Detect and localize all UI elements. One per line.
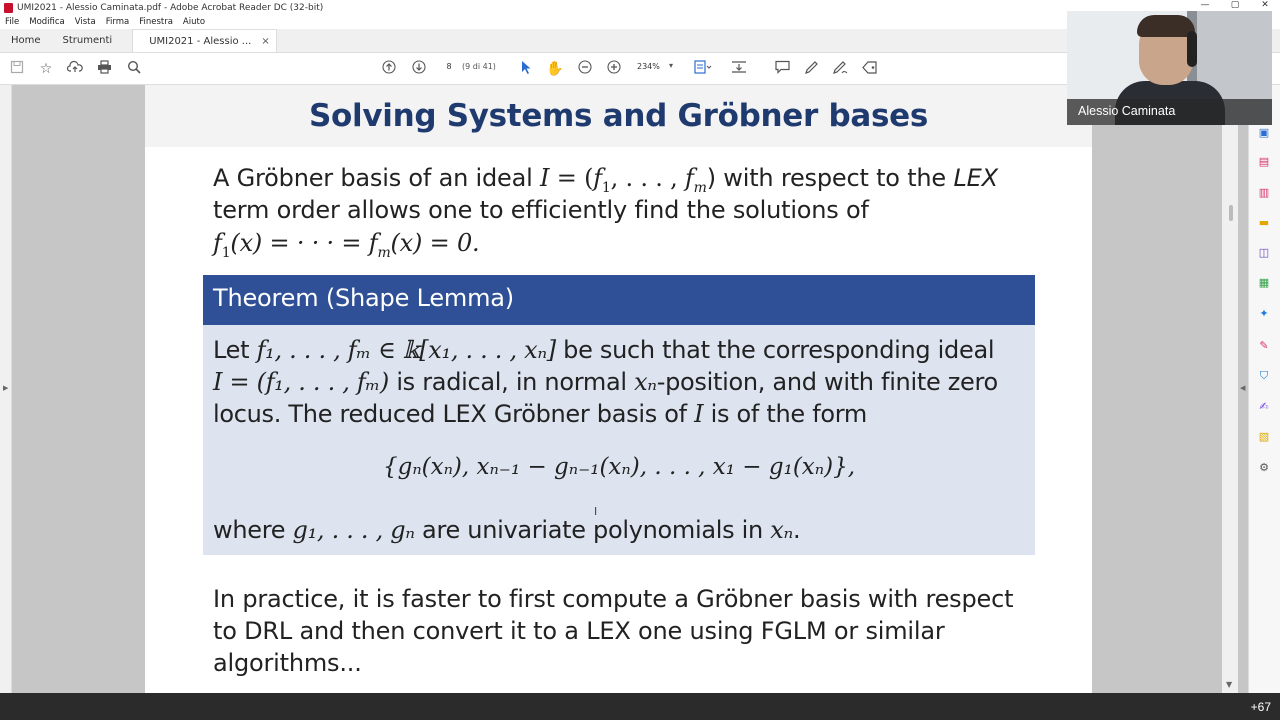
collapse-right-pane-icon[interactable]: ◀	[1240, 384, 1246, 392]
intro-line-2: term order allows one to efficiently find the solutions of	[213, 196, 869, 224]
math-f1-b: f	[213, 229, 222, 257]
theorem-math-xn: xₙ	[634, 368, 657, 396]
math-fm: f	[684, 164, 694, 192]
zoom-in-icon[interactable]	[605, 60, 623, 78]
comment-tool-icon[interactable]: ▬	[1258, 216, 1270, 229]
share-icon[interactable]: ▧	[1258, 430, 1270, 443]
more-participants-count[interactable]: +67	[1250, 700, 1271, 714]
compress-icon[interactable]: ✦	[1259, 307, 1269, 320]
math-sub-m-b: m	[377, 244, 391, 261]
sign-tag-icon[interactable]	[861, 60, 879, 78]
next-page-icon[interactable]	[410, 60, 428, 78]
page-count: (9 di 41)	[462, 62, 496, 71]
intro-line-3	[213, 227, 479, 269]
close-window-button[interactable]: ✕	[1261, 0, 1269, 10]
print-icon[interactable]	[95, 60, 113, 78]
maximize-button[interactable]: ▢	[1230, 0, 1240, 10]
highlight-pen-icon[interactable]	[802, 60, 820, 78]
tab-tools[interactable]	[52, 29, 133, 52]
intro-text-1a: A Gröbner basis of an ideal	[213, 164, 541, 192]
math-sub-m: m	[693, 179, 707, 196]
create-pdf-icon[interactable]: ▤	[1258, 155, 1270, 168]
organize-pages-icon[interactable]: ▦	[1258, 276, 1270, 289]
tab-home[interactable]	[0, 29, 52, 52]
theorem-text-2a: is radical, in normal	[388, 368, 635, 396]
tab-document[interactable]	[132, 29, 277, 52]
tab-home-label: Home	[11, 35, 41, 46]
practice-line-2: to DRL and then convert it to a LEX one using FGLM or similar	[213, 617, 945, 645]
tab-document-label: UMI2021 - Alessio ...	[149, 35, 252, 47]
math-sub-1: 1	[601, 179, 611, 196]
scroll-mode-icon[interactable]	[730, 60, 748, 78]
scroll-down-icon[interactable]: ▼	[1226, 680, 1233, 689]
theorem-math-2: I = (f₁, . . . , fₘ)	[213, 368, 389, 396]
search-icon[interactable]	[125, 60, 143, 78]
combine-files-icon[interactable]: ◫	[1258, 246, 1270, 259]
theorem-math-g: g₁, . . . , gₙ	[292, 516, 415, 544]
theorem-text-4a: where	[213, 516, 293, 544]
theorem-text-3b: is of the form	[703, 400, 867, 428]
theorem-title: Theorem (Shape Lemma)	[213, 284, 514, 312]
theorem-text-1b: be such that the corresponding ideal	[555, 336, 995, 364]
slide-header	[145, 85, 1092, 147]
math-f1: f	[593, 164, 602, 192]
select-cursor-icon[interactable]	[517, 60, 535, 78]
save-icon[interactable]	[8, 60, 26, 78]
theorem-header	[203, 275, 1035, 325]
previous-page-icon[interactable]	[380, 60, 398, 78]
zoom-level[interactable]: 234%	[637, 62, 660, 71]
close-tab-icon[interactable]: ×	[261, 35, 270, 47]
fit-page-icon[interactable]	[694, 60, 712, 78]
slide-title: Solving Systems and Gröbner bases	[308, 98, 929, 134]
theorem-math-1: f₁, . . . , fₘ ∈ 𝕜[x₁, . . . , xₙ]	[256, 336, 556, 364]
page-number-input[interactable]: 8	[446, 62, 452, 71]
theorem-display-formula: {gₙ(xₙ), xₙ₋₁ − gₙ₋₁(xₙ), . . . , x₁ − g₁(xₙ)},	[382, 454, 856, 480]
math-eq: = (	[549, 164, 594, 192]
theorem-line-1	[213, 334, 994, 366]
hand-tool-icon[interactable]: ✋	[546, 61, 564, 77]
protect-shield-icon[interactable]: ⛉	[1259, 369, 1269, 382]
pdf-page	[145, 85, 1092, 693]
send-signature-icon[interactable]: ✍	[1259, 400, 1269, 413]
theorem-math-xn-2: xₙ	[770, 516, 793, 544]
window-controls	[1190, 0, 1280, 10]
theorem-body	[203, 325, 1035, 555]
text-cursor-icon: I	[594, 505, 598, 518]
participant-name-bar	[1067, 99, 1272, 125]
expand-left-pane-icon[interactable]: ▶	[3, 384, 9, 392]
acrobat-icon	[4, 3, 13, 13]
menu-modifica[interactable]: Modifica	[29, 17, 65, 27]
participant-headset	[1187, 31, 1197, 67]
menu-aiuto[interactable]: Aiuto	[182, 17, 206, 27]
theorem-text-1a: Let	[213, 336, 257, 364]
math-sub-1-b: 1	[221, 244, 231, 261]
zoom-dropdown-icon[interactable]: ▾	[669, 61, 674, 70]
theorem-line-2	[213, 366, 998, 398]
menu-finestra[interactable]: Finestra	[139, 17, 173, 27]
practice-line-1: In practice, it is faster to first compute a Gröbner basis with respect	[213, 585, 1014, 613]
menu-vista[interactable]: Vista	[74, 17, 96, 27]
export-pdf-icon[interactable]: ▣	[1258, 126, 1270, 139]
upload-cloud-icon[interactable]	[66, 60, 84, 78]
theorem-text-4b: are univariate polynomials in	[414, 516, 771, 544]
intro-text-1c: ) with respect to the	[706, 164, 954, 192]
right-tools-pane	[1248, 85, 1280, 693]
theorem-line-4	[213, 514, 800, 546]
more-tools-icon[interactable]: ⚙	[1259, 461, 1269, 474]
menu-file[interactable]: File	[5, 17, 20, 27]
theorem-math-I: I	[694, 400, 704, 428]
bookmark-star-icon[interactable]: ☆	[39, 61, 53, 77]
menu-firma[interactable]: Firma	[105, 17, 130, 27]
theorem-text-3a: locus. The reduced LEX Gröbner basis of	[213, 400, 695, 428]
math-eq-zero: (x) = 0.	[390, 229, 480, 257]
theorem-line-3	[213, 398, 867, 430]
edit-pdf-icon[interactable]: ▥	[1258, 186, 1270, 199]
math-eq-chain: (x) = · · · =	[230, 229, 369, 257]
math-dots: , . . . ,	[610, 164, 685, 192]
fill-sign-icon[interactable]: ✎	[1259, 339, 1269, 352]
theorem-text-2b: -position, and with finite zero	[656, 368, 998, 396]
comment-icon[interactable]	[773, 60, 791, 78]
math-fm-b: f	[368, 229, 378, 257]
vertical-scrollbar[interactable]	[1222, 85, 1238, 693]
window-title: UMI2021 - Alessio Caminata.pdf - Adobe Acrobat Reader DC (32-bit)	[17, 2, 324, 13]
theorem-text-4c: .	[792, 516, 801, 544]
tab-tools-label: Strumenti	[62, 35, 113, 46]
participant-name: Alessio Caminata	[1078, 104, 1176, 118]
minimize-button[interactable]: —	[1200, 0, 1210, 10]
meeting-bottom-bar	[0, 693, 1280, 720]
participant-video[interactable]	[1067, 11, 1272, 125]
zoom-out-icon[interactable]	[576, 60, 594, 78]
scrollbar-thumb[interactable]	[1229, 205, 1233, 221]
practice-line-3: algorithms...	[213, 649, 362, 677]
intro-lex: LEX	[953, 164, 998, 192]
math-I: I	[540, 164, 550, 192]
draw-icon[interactable]	[831, 60, 849, 78]
